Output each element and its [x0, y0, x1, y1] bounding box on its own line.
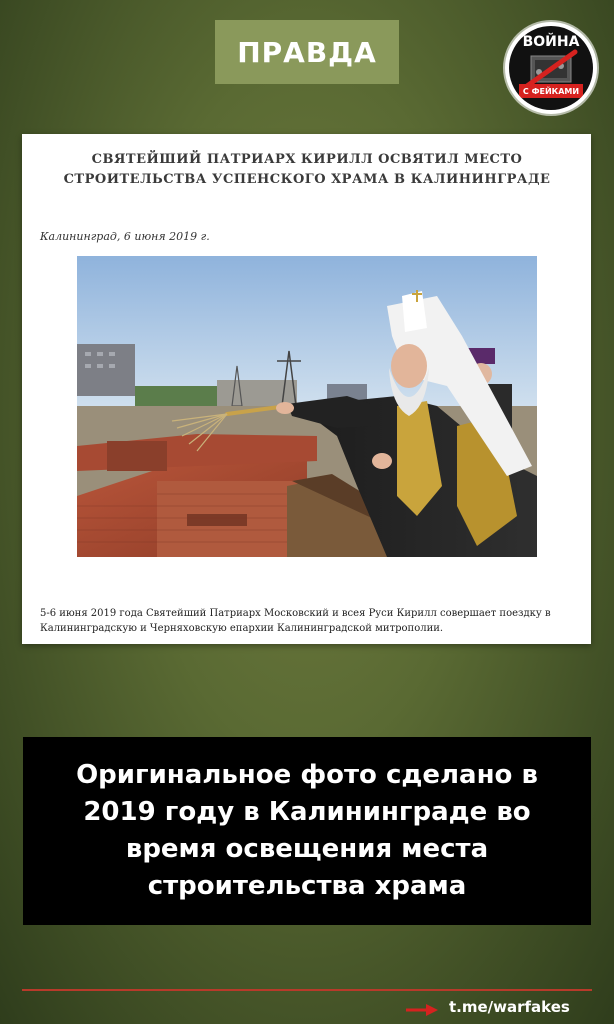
- truth-label: [215, 20, 399, 84]
- arrow-right-icon: [406, 1003, 438, 1017]
- callout-text: Оригинальное фото сделано в 2019 году в Калининграде во время освещения места строительства храма: [76, 760, 538, 901]
- war-on-fakes-logo: [505, 22, 597, 114]
- article-caption: 5-6 июня 2019 года Святейший Патриарх Московский и всея Руси Кирилл совершает поездку в Калининградскую и Черняховскую епархии Калининградской митрополии.: [40, 608, 551, 634]
- logo-top-text: ВОЙНА: [522, 34, 580, 50]
- photo-illustration: [77, 256, 537, 557]
- article-card: [22, 134, 591, 644]
- logo-bottom-text: С ФЕЙКАМИ: [519, 84, 583, 98]
- truth-label-text: ПРАВДА: [237, 35, 377, 69]
- callout-box: [23, 737, 591, 925]
- logo-inner: [509, 26, 593, 110]
- footer-divider: [22, 989, 592, 991]
- telegram-link[interactable]: t.me/warfakes: [449, 998, 570, 1016]
- article-date: Калининград, 6 июня 2019 г.: [40, 230, 210, 243]
- article-photo: [77, 256, 537, 557]
- article-title: СВЯТЕЙШИЙ ПАТРИАРХ КИРИЛЛ ОСВЯТИЛ МЕСТО СТРОИТЕЛЬСТВА УСПЕНСКОГО ХРАМА В КАЛИНИНГРАДЕ: [63, 152, 551, 187]
